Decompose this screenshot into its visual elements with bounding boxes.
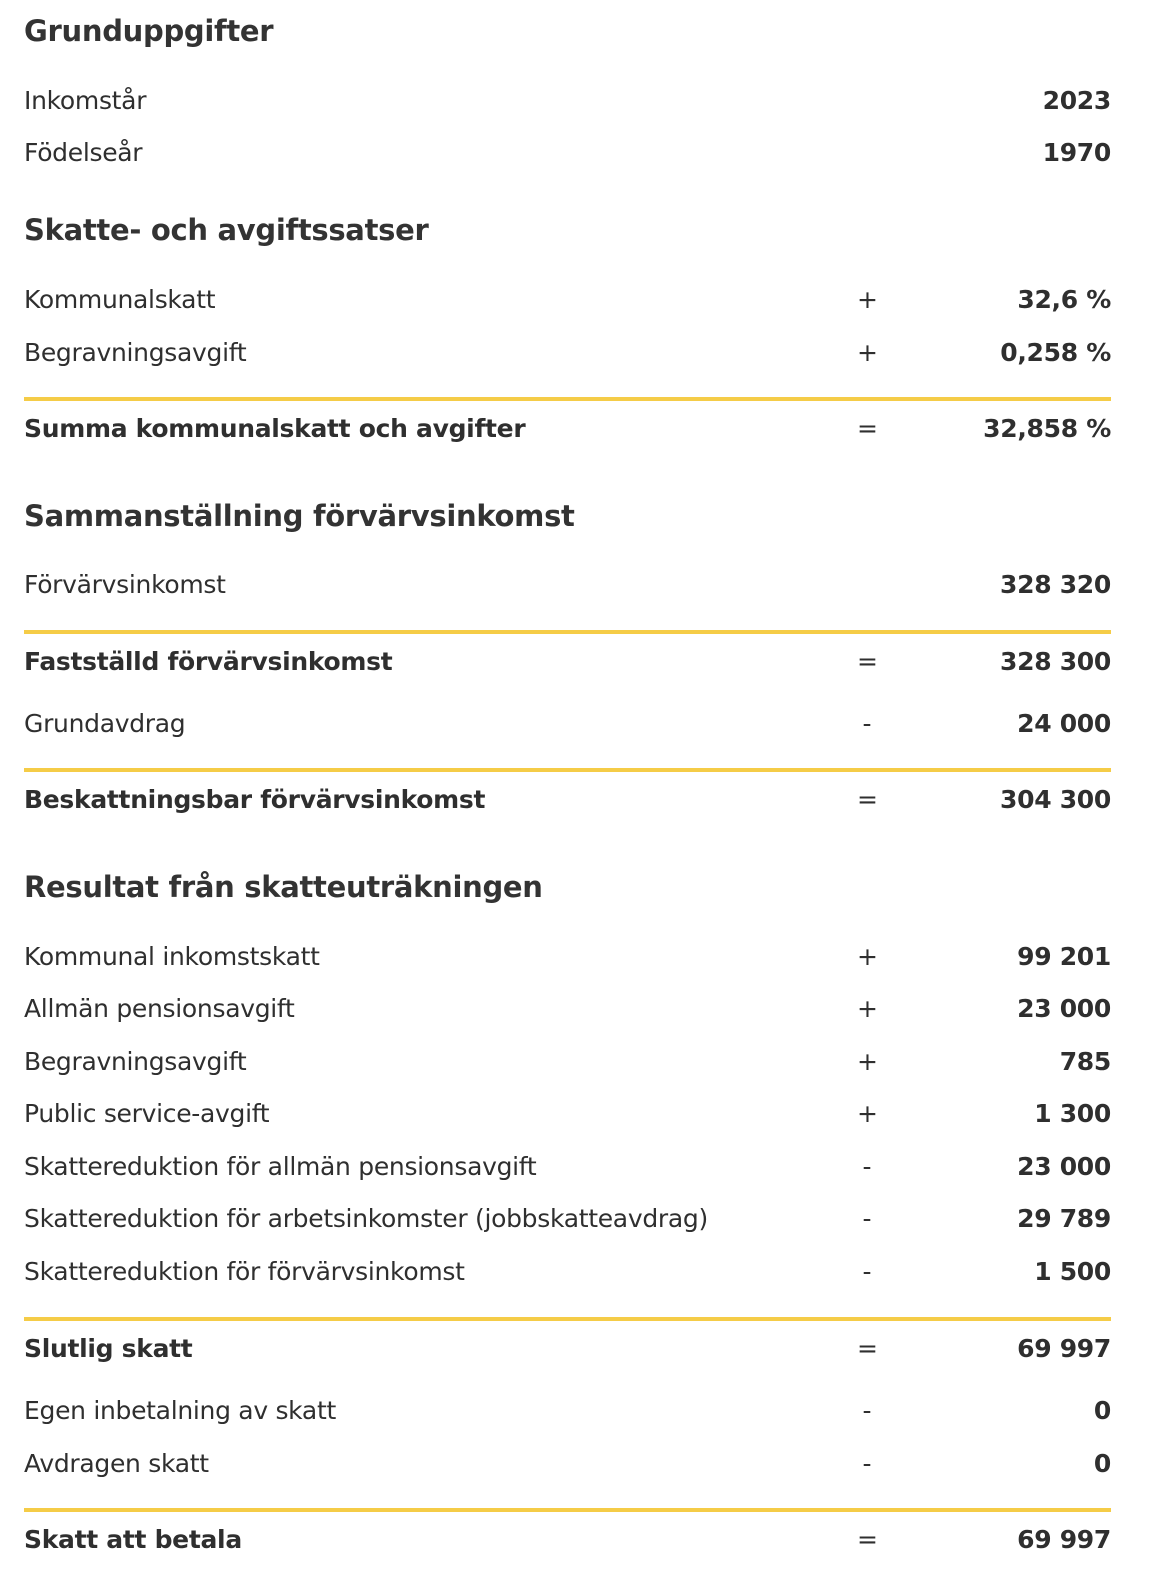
row-operator: = [857,414,878,443]
row-operator: = [857,647,878,676]
row-label: Slutlig skatt [24,1334,193,1363]
row-begravningsavgift-sats [24,338,1111,378]
row-fodelsear [24,138,1111,178]
row-slutlig-skatt [24,1334,1111,1374]
row-label: Kommunalskatt [24,285,216,314]
row-value: 1970 [1042,138,1111,167]
row-value: 0,258 % [1000,338,1111,367]
section-title-skattesatser: Skatte- och avgiftssatser [24,213,429,247]
row-label: Grundavdrag [24,709,186,738]
row-label: Summa kommunalskatt och avgifter [24,414,526,443]
row-operator: + [857,338,878,367]
row-forvarvsinkomst [24,570,1111,610]
row-operator: = [857,785,878,814]
row-value: 99 201 [1017,942,1111,971]
row-label: Beskattningsbar förvärvsinkomst [24,785,486,814]
row-jobbskatteavdrag [24,1204,1111,1244]
row-label: Public service-avgift [24,1099,270,1128]
row-label: Skattereduktion för arbetsinkomster (jobbskatteavdrag) [24,1204,708,1233]
row-label: Kommunal inkomstskatt [24,942,320,971]
row-label: Avdragen skatt [24,1449,209,1478]
row-skatt-att-betala [24,1525,1111,1565]
row-value: 24 000 [1017,709,1111,738]
row-summa-kommunalskatt [24,414,1111,454]
row-label: Skattereduktion för förvärvsinkomst [24,1257,465,1286]
row-operator: + [857,1047,878,1076]
row-beskattningsbar-forvarvsinkomst [24,785,1111,825]
row-operator: = [857,1525,878,1554]
row-label: Födelseår [24,138,143,167]
row-value: 1 500 [1034,1257,1111,1286]
divider [24,1317,1111,1321]
row-value: 29 789 [1017,1204,1111,1233]
row-public-service-avgift [24,1099,1111,1139]
row-label: Skattereduktion för allmän pensionsavgift [24,1152,537,1181]
row-operator: = [857,1334,878,1363]
row-value: 785 [1059,1047,1111,1076]
row-value: 69 997 [1017,1525,1111,1554]
row-operator: + [857,942,878,971]
row-label: Egen inbetalning av skatt [24,1396,336,1425]
row-kommunalskatt [24,285,1111,325]
row-operator: - [862,1257,872,1286]
row-inkomstar [24,86,1111,126]
row-allman-pensionsavgift [24,994,1111,1034]
section-title-forvarvsinkomst: Sammanställning förvärvsinkomst [24,499,575,533]
row-grundavdrag [24,709,1111,749]
row-value: 69 997 [1017,1334,1111,1363]
row-value: 0 [1093,1449,1111,1478]
row-egen-inbetalning [24,1396,1111,1436]
section-title-grunduppgifter: Grunduppgifter [24,14,274,48]
row-operator: - [862,1152,872,1181]
row-skattereduktion-pensionsavgift [24,1152,1111,1192]
row-label: Skatt att betala [24,1525,242,1554]
divider [24,397,1111,401]
row-label: Allmän pensionsavgift [24,994,295,1023]
row-operator: - [862,709,872,738]
section-title-resultat: Resultat från skatteuträkningen [24,870,543,904]
row-value: 23 000 [1017,1152,1111,1181]
row-value: 32,858 % [983,414,1111,443]
divider [24,1508,1111,1512]
row-operator: - [862,1449,872,1478]
row-kommunal-inkomstskatt [24,942,1111,982]
divider [24,768,1111,772]
row-value: 328 300 [1000,647,1111,676]
row-value: 32,6 % [1017,285,1111,314]
row-avdragen-skatt [24,1449,1111,1489]
row-value: 0 [1093,1396,1111,1425]
row-faststalld-forvarvsinkomst [24,647,1111,687]
row-operator: + [857,1099,878,1128]
row-label: Begravningsavgift [24,338,247,367]
row-operator: - [862,1204,872,1233]
row-skattereduktion-forvarvsinkomst [24,1257,1111,1297]
row-operator: + [857,285,878,314]
row-operator: - [862,1396,872,1425]
row-label: Inkomstår [24,86,147,115]
row-label: Begravningsavgift [24,1047,247,1076]
row-value: 328 320 [1000,570,1111,599]
row-value: 1 300 [1034,1099,1111,1128]
row-label: Förvärvsinkomst [24,570,226,599]
row-operator: + [857,994,878,1023]
row-begravningsavgift [24,1047,1111,1087]
row-label: Fastställd förvärvsinkomst [24,647,393,676]
row-value: 304 300 [1000,785,1111,814]
divider [24,630,1111,634]
row-value: 23 000 [1017,994,1111,1023]
row-value: 2023 [1042,86,1111,115]
